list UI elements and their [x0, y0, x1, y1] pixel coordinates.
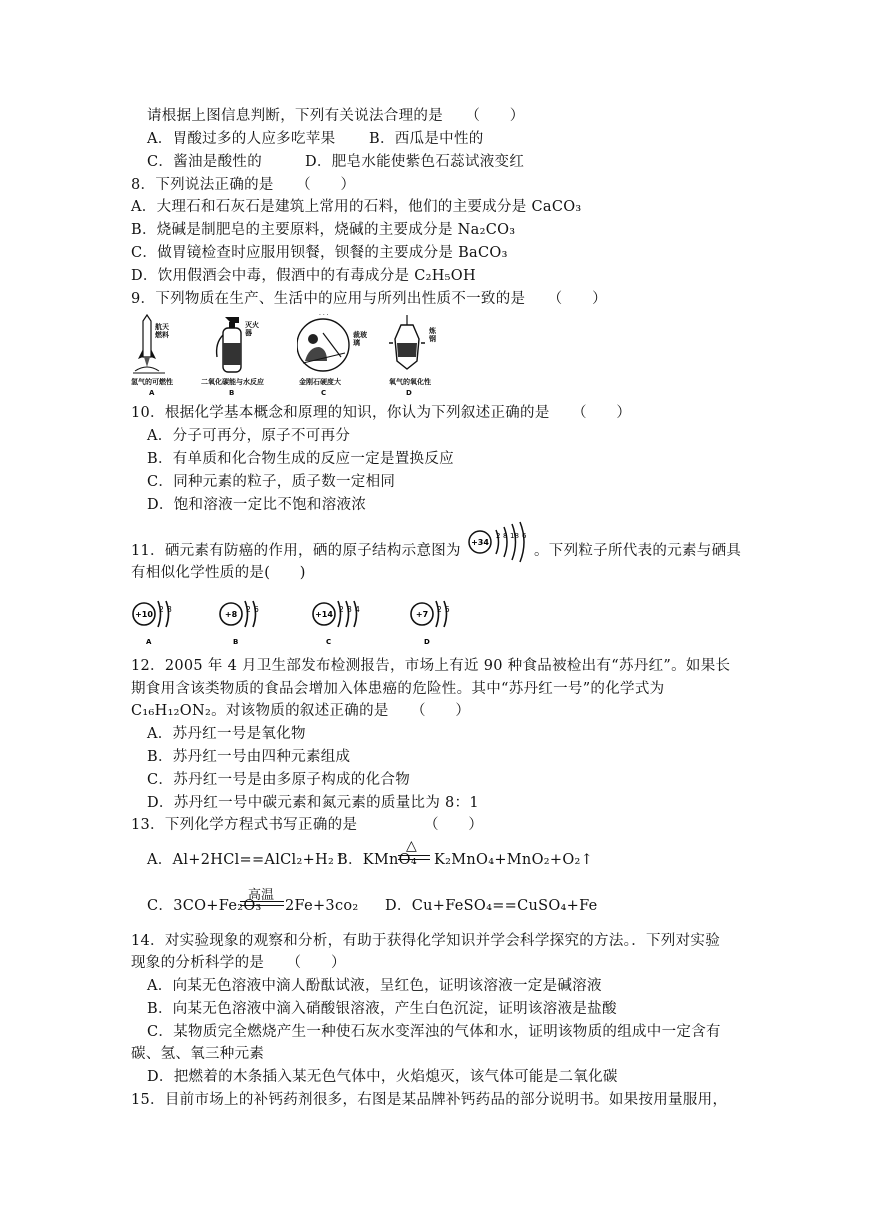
option-letter: D: [424, 638, 430, 646]
q9-a-tag: 航天燃料: [155, 323, 169, 339]
q12-option-b: B．苏丹红一号由四种元素组成: [147, 749, 351, 765]
fire-extinguisher-icon: [209, 313, 269, 379]
q12-option-d: D．苏丹红一号中碳元素和氮元素的质量比为 8：1: [147, 795, 479, 811]
q14-option-a: A．向某无色溶液中滴人酚酞试液，呈红色，证明该溶液一定是碱溶液: [147, 978, 602, 994]
q9-c-tag: 裁玻璃: [353, 331, 367, 347]
q13-c-condition: [240, 884, 284, 908]
q9-b-letter: B: [229, 389, 235, 397]
shell-electron-count: 2: [437, 605, 442, 614]
q10-option-c: C．同种元素的粒子，质子数一定相同: [147, 474, 396, 490]
q13-option-b-left: B．KMnO₄: [337, 852, 417, 868]
q8-option-a: A．大理石和石灰石是建筑上常用的石料，他们的主要成分是 CaCO₃: [131, 199, 582, 215]
shell-electron-count: 4: [355, 605, 360, 614]
q9-stem: 9．下列物质在生产、生活中的应用与所列出性质不一致的是 （ ）: [131, 291, 607, 307]
q11-option-c-atom: [311, 594, 375, 646]
option-letter: B: [233, 638, 239, 646]
q9-d-letter: D: [406, 389, 412, 397]
q13-option-d: D．Cu+FeSO₄==CuSO₄+Fe: [385, 898, 598, 914]
se-nucleus: +34: [471, 538, 489, 547]
q8-option-c: C．做胃镜检查时应服用钡餐，钡餐的主要成分是 BaCO₃: [131, 245, 508, 261]
q13-option-c-right: 2Fe+3co₂: [285, 898, 359, 914]
q11-stem-part2: 有相似化学性质的是( ): [131, 565, 306, 581]
high-temp-label: 高温: [248, 888, 275, 903]
q12-line1: 12．2005 年 4 月卫生部发布检测报告，市场上有近 90 种食品被检出有“苏丹红”。如果长: [131, 658, 731, 674]
q13-option-a: A．Al+2HCl==AlCl₂+H₂↑: [147, 852, 347, 868]
svg-text:· · ·: · · ·: [319, 313, 329, 319]
shell-electron-count: 6: [254, 605, 259, 614]
q13-stem: 13．下列化学方程式书写正确的是 （ ）: [131, 817, 484, 833]
q9-figure-strip: [131, 313, 446, 401]
q10-option-d: D．饱和溶液一定比不饱和溶液浓: [147, 497, 367, 513]
se-shell-3: 18: [510, 532, 519, 540]
q14-option-d: D．把燃着的木条插入某无色气体中，火焰熄灭，该气体可能是二氧化碳: [147, 1069, 618, 1085]
q12-line3: C₁₆H₁₂ON₂。对该物质的叙述正确的是 （ ）: [131, 703, 471, 719]
q7-option-a: A．胃酸过多的人应多吃苹果: [147, 131, 336, 147]
nucleus-charge: +8: [224, 610, 238, 619]
option-letter: C: [326, 638, 332, 646]
q10-option-a: A．分子可再分，原子不可再分: [147, 428, 351, 444]
q8-option-b: B．烧碱是制肥皂的主要原料，烧碱的主要成分是 Na₂CO₃: [131, 222, 516, 238]
shell-electron-count: 2: [339, 605, 344, 614]
shell-electron-count: 2: [246, 605, 251, 614]
nucleus-charge: +10: [135, 610, 153, 619]
q10-stem: 10．根据化学基本概念和原理的知识，你认为下列叙述正确的是 （ ）: [131, 405, 632, 421]
q7-option-d: D．肥皂水能使紫色石蕊试液变红: [305, 154, 525, 170]
se-shell-1: 2: [496, 532, 501, 540]
shell-electron-count: 5: [445, 605, 450, 614]
q9-d-tag: 炼钢: [429, 327, 436, 343]
q12-line2: 期食用含该类物质的食品会增加入体患癌的危险性。其中“苏丹红一号”的化学式为: [131, 681, 665, 697]
delta-sign: △: [406, 838, 417, 854]
q12-option-c: C．苏丹红一号是由多原子构成的化合物: [147, 772, 410, 788]
nucleus-charge: +14: [315, 610, 333, 619]
q9-d-caption: 氧气的氧化性: [389, 378, 431, 386]
q9-c-caption: 金刚石硬度大: [299, 378, 341, 386]
shell-electron-count: 8: [347, 605, 352, 614]
q11-stem-part1: 11．硒元素有防癌的作用，硒的原子结构示意图为: [131, 543, 461, 559]
q10-option-b: B．有单质和化合物生成的反应一定是置换反应: [147, 451, 454, 467]
q13-option-c-left: C．3CO+Fe₂O₃: [147, 898, 262, 914]
q9-a-caption: 氢气的可燃性: [131, 378, 173, 386]
q9-a-letter: A: [149, 389, 155, 397]
q15-line1: 15．目前市场上的补钙药剂很多，右图是某品牌补钙药品的部分说明书。如果按用量服用，: [131, 1092, 728, 1108]
furnace-icon: [387, 313, 447, 379]
q8-stem: 8．下列说法正确的是 （ ）: [131, 177, 356, 193]
q9-c-letter: C: [321, 389, 327, 397]
q11-option-d-atom: [409, 594, 463, 646]
q14-option-c2: 碳、氢、氧三种元素: [131, 1046, 265, 1062]
shell-electron-count: 8: [167, 605, 172, 614]
nucleus-charge: +7: [415, 610, 429, 619]
q14-line1: 14．对实验现象的观察和分析，有助于获得化学知识并学会科学探究的方法。．下列对实验: [131, 933, 720, 949]
shell-electron-count: 2: [159, 605, 164, 614]
q13-option-b-right: K₂MnO₄+MnO₂+O₂↑: [434, 852, 594, 868]
se-shell-4: 6: [522, 532, 527, 540]
q8-option-d: D．饮用假酒会中毒，假酒中的有毒成分是 C₂H₅OH: [131, 268, 476, 284]
se-shell-2: 8: [503, 532, 508, 540]
q7-option-b: B．西瓜是中性的: [369, 131, 484, 147]
q11-stem-part1b: 。下列粒子所代表的元素与硒具: [534, 543, 742, 559]
q7-stem: 请根据上图信息判断，下列有关说法合理的是 （ ）: [147, 108, 525, 124]
q9-b-tag: 灭火器: [245, 321, 259, 337]
q12-option-a: A．苏丹红一号是氧化物: [147, 726, 306, 742]
q13-b-condition: [398, 838, 430, 862]
q7-option-c: C．酱油是酸性的: [147, 154, 262, 170]
q14-option-c1: C．某物质完全燃烧产生一种使石灰水变浑浊的气体和水，证明该物质的组成中一定含有: [147, 1024, 721, 1040]
q14-line2: 现象的分析科学的是 （ ）: [131, 955, 346, 971]
q11-option-b-atom: [218, 594, 272, 646]
option-letter: A: [146, 638, 152, 646]
q14-option-b: B．向某无色溶液中滴入硝酸银溶液，产生白色沉淀，证明该溶液是盐酸: [147, 1001, 617, 1017]
q11-option-a-atom: [131, 594, 185, 646]
q9-b-caption: 二氧化碳能与水反应: [201, 378, 264, 386]
